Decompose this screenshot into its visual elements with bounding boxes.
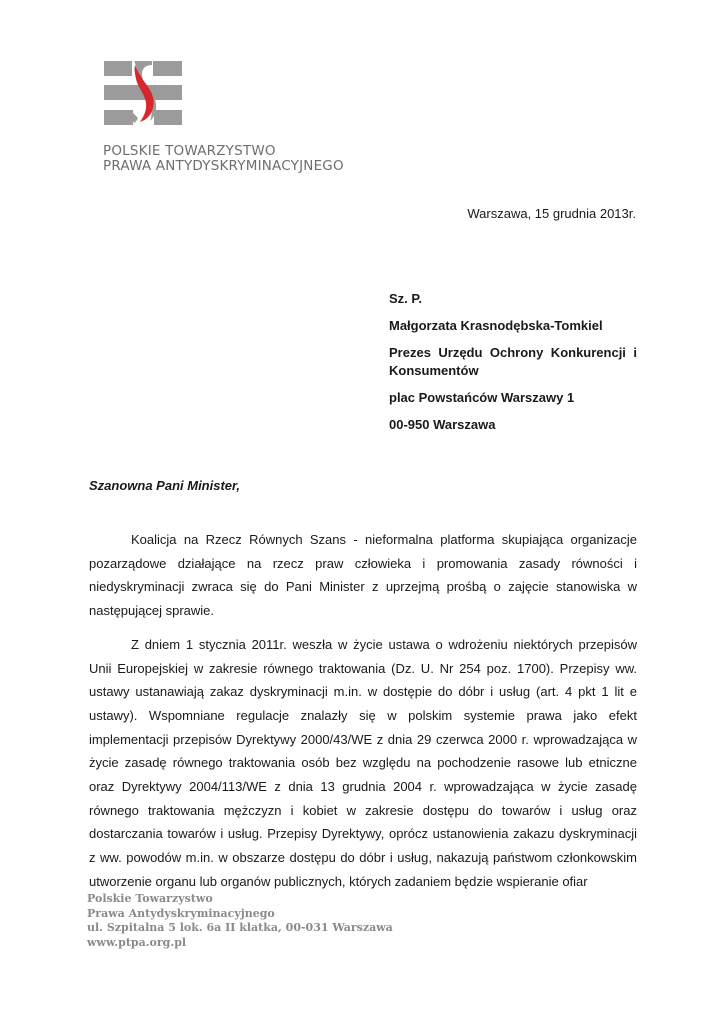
recipient-street: plac Powstańców Warszawy 1 (389, 390, 575, 405)
organization-name (103, 144, 344, 174)
recipient-honorific: Sz. P. (389, 291, 423, 306)
footer-address: ul. Szpitalna 5 lok. 6a II klatka, 00-031 Warszawa (87, 921, 393, 935)
letter-salutation: Szanowna Pani Minister, (89, 478, 240, 493)
letter-body (89, 528, 637, 904)
letter-paragraph: Koalicja na Rzecz Równych Szans - nieformalna platforma skupiająca organizacje pozarządowe działające na rzecz praw człowieka i promowania zasady równości i niedyskryminacji zwraca się do Pani Minister z uprzejmą prośbą o zajęcie stanowiska w następującej sprawie. (89, 532, 637, 619)
ptpa-logo-s-icon (104, 61, 182, 125)
footer-org-line1: Polskie Towarzystwo (87, 892, 213, 905)
recipient-position (389, 344, 637, 380)
letter-paragraph: Z dniem 1 stycznia 2011r. weszła w życie ustawa o wdrożeniu niektórych przepisów Unii Europejskiej w zakresie równego traktowania (Dz. U. Nr 254 poz. 1700). Przepisy ww. ustawy ustanawiają zakaz dyskryminacji m.in. w dostępie do dóbr i usług (art. 4 pkt 1 lit e ustawy). Wspomniane regulacje znalazły się w polskim systemie prawa jako efekt implementacji przepisów Dyrektywy 2000/43/WE z dnia 29 czerwca 2000 r. wprowadzająca w życie zasadę równego traktowania osób bez względu na pochodzenie rasowe lub etniczne oraz Dyrektywy 2004/113/WE z dnia 13 grudnia 2004 r. wprowadzająca w życie zasadę równego traktowania mężczyzn i kobiet w zakresie dostępu do towarów i usług oraz dostarczania towarów i usług. Przepisy Dyrektywy, oprócz ustanowienia zakazu dyskryminacji z ww. powodów m.in. w obszarze dostępu do dóbr i usług, nakazują państwom członkowskim utworzenie organu lub organów publicznych, których zadaniem będzie wspieranie ofiar (89, 636, 637, 889)
organization-name-line1: POLSKIE TOWARZYSTWO (103, 143, 276, 159)
organization-name-line2: PRAWA ANTYDYSKRYMINACYJNEGO (103, 158, 344, 174)
recipient-city: 00-950 Warszawa (389, 417, 496, 432)
letter-date: Warszawa, 15 grudnia 2013r. (467, 206, 636, 221)
recipient-name: Małgorzata Krasnodębska-Tomkiel (389, 318, 603, 333)
footer-website-link[interactable]: www.ptpa.org.pl (87, 935, 187, 949)
recipient-position-line1: Prezes Urzędu Ochrony Konkurencji i (389, 345, 637, 360)
footer-org-line2: Prawa Antydyskryminacyjnego (87, 906, 275, 920)
letterhead-footer (87, 892, 393, 950)
recipient-position-line2: Konsumentów (389, 363, 479, 378)
recipient-address-block (389, 290, 637, 443)
